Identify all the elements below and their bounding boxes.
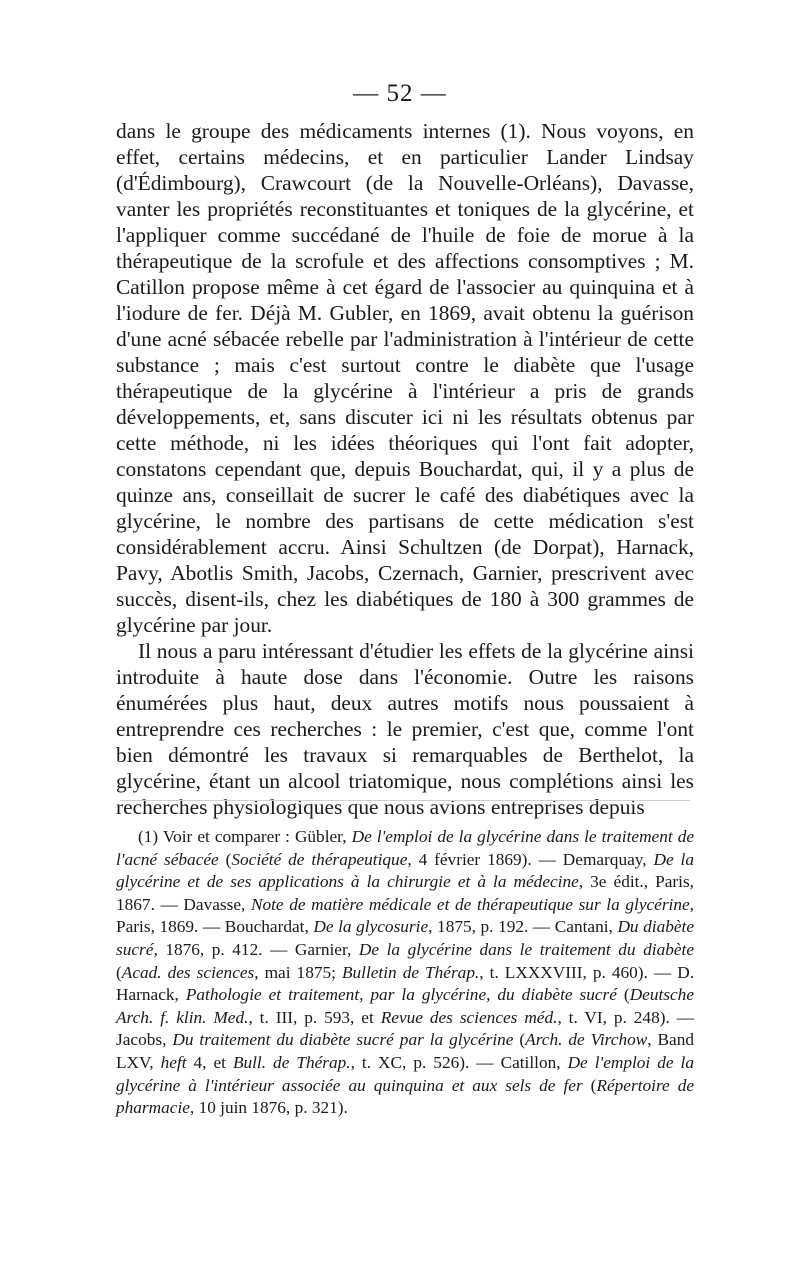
footnote-segment: , t. VI, p. 248). — Jacobs,	[116, 1007, 695, 1050]
footnote-title: Deutsche Arch. f. klin. Med.	[116, 985, 694, 1027]
footnote-segment: (	[116, 962, 122, 982]
footnote-title: Société de thérapeutique	[231, 849, 408, 869]
footnote-title: De la glycosurie	[313, 917, 429, 937]
footnote-segment: 4, et	[186, 1052, 233, 1072]
footnote-title: Acad. des sciences	[121, 962, 255, 982]
footnote-title: Pathologie et traitement, par la glycérine, du diabète sucré	[185, 985, 617, 1005]
footnote-title: Du traitement du diabète sucré par la glycérine	[172, 1030, 514, 1050]
footnote-title: De l'emploi de la glycérine dans le traitement de l'acné sébacée	[116, 827, 695, 869]
paragraph-1: dans le groupe des médicaments internes (1). Nous voyons, en effet, certains médecins, et en particulier Lander Lindsay (d'Édimbourg), Crawcourt (de la Nouvelle-Orléans), Davasse, vanter les propriétés reconstituantes et toniques de la glycérine, et l'appliquer comme succédané de l'huile de foie de morue à la thérapeutique de la scrofule et des affections consomptives ; M. Catillon propose même à cet égard de l'associer au quinquina et à l'iodure de fer. Déjà M. Gubler, en 1869, avait obtenu la guérison d'une acné sébacée rebelle par l'administration à l'intérieur de cette substance ; mais c'est surtout contre le diabète que l'usage thérapeutique de la glycérine à l'intérieur a pris de grands développements, et, sans discuter ici ni les résultats obtenus par cette méthode, ni les idées théoriques qui l'ont fait adopter, constatons cependant que, depuis Bouchardat, qui, il y a plus de quinze ans, conseillait de sucrer le café des diabétiques avec la glycérine, le nombre des partisans de cette médication s'est considérablement accru. Ainsi Schultzen (de Dorpat), Harnack, Pavy, Abotlis Smith, Jacobs, Czernach, Garnier, prescrivent avec succès, disent-ils, chez les diabétiques de 180 à 300 grammes de glycérine par jour.	[116, 119, 694, 637]
page-number: — 52 —	[353, 80, 447, 107]
footnote-separator	[120, 800, 690, 801]
footnote-title: Revue des sciences méd.	[380, 1007, 558, 1027]
footnote-title: De la glycérine dans le traitement du diabète	[358, 939, 694, 959]
footnote	[116, 826, 694, 1120]
footnote-title: heft	[160, 1052, 187, 1072]
footnote-title: Du diabète sucré	[116, 917, 695, 959]
footnote-title: De l'emploi de la glycérine à l'intérieur associée au quinquina et aux sels de fer	[116, 1052, 694, 1095]
footnote-segment: , t. XC, p. 526). — Catillon,	[350, 1052, 568, 1072]
paragraph-2: Il nous a paru intéressant d'étudier les effets de la glycérine ainsi introduite à haute dose dans l'économie. Outre les raisons énumérées plus haut, deux autres motifs nous poussaient à entreprendre ces recherches : le premier, c'est que, comme l'ont bien démontré les travaux si remarquables de Berthelot, la glycérine, étant un alcool triatomique, nous complétions ainsi les recherches physiologiques que nous avions entreprises depuis	[116, 639, 694, 819]
footnote-segment: , 1876, p. 412. — Garnier,	[153, 939, 359, 959]
footnote-title: Bull. de Thérap.	[232, 1052, 351, 1072]
footnote-segment: , 4 février 1869). — Demarquay,	[407, 849, 654, 869]
footnote-segment: , 1875, p. 192. — Cantani,	[428, 917, 618, 937]
footnote-segment: (	[218, 849, 232, 869]
footnote-segment: , 10 juin 1876, p. 321).	[189, 1098, 348, 1118]
footnote-title: Bulletin de Thérap.	[341, 962, 480, 982]
footnote-text	[116, 826, 694, 1120]
footnote-segment: , 3e édit., Paris, 1867. — Davasse,	[116, 872, 695, 914]
footnote-segment: , mai 1875;	[254, 962, 342, 982]
footnote-segment: (	[616, 985, 630, 1005]
footnote-title: Répertoire de pharmacie	[116, 1075, 695, 1118]
footnote-title: De la glycérine et de ses applications à la chirurgie et à la médecine	[116, 849, 694, 892]
footnote-segment: (1) Voir et comparer : Gübler,	[138, 827, 352, 846]
footnote-title: Note de matière médicale et de thérapeutique sur la glycérine	[250, 894, 690, 914]
footnote-segment: (	[582, 1075, 597, 1095]
footnote-segment: , Band LXV,	[116, 1030, 694, 1072]
footnote-segment: , Paris, 1869. — Bouchardat,	[116, 894, 694, 937]
footnote-title: Arch. de Virchow	[525, 1030, 648, 1050]
footnote-segment: , t. III, p. 593, et	[248, 1007, 381, 1027]
main-text	[116, 118, 694, 820]
footnote-segment: , t. LXXXVIII, p. 460). — D. Harnack,	[116, 962, 695, 1005]
footnote-segment: (	[513, 1030, 526, 1050]
